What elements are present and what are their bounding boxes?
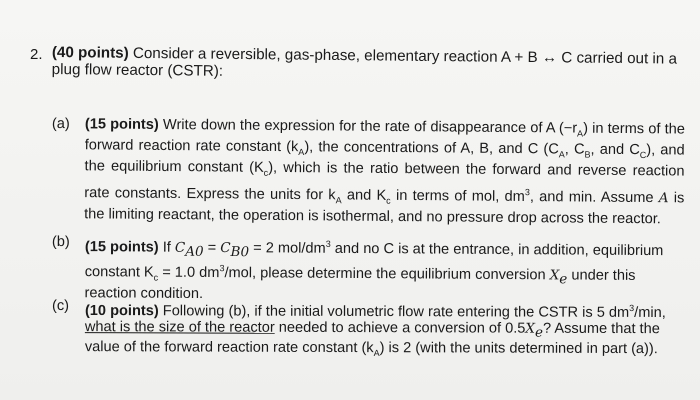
subscript-a: A <box>577 128 584 139</box>
part-c-points: (10 points) <box>84 302 159 320</box>
part-a-points: (15 points) <box>84 116 159 133</box>
math-xe-sub: e <box>534 324 544 341</box>
part-a-text-1: Write down the expression for the rate of disappearance of A (−r <box>158 116 578 137</box>
question-intro <box>52 44 688 85</box>
superscript-3: 3 <box>524 186 530 197</box>
math-xe-sub: e <box>559 271 568 288</box>
part-a <box>51 116 692 227</box>
part-b-label: (b) <box>51 234 70 251</box>
subscript-a: A <box>298 147 305 158</box>
subscript-c: C <box>639 150 647 161</box>
part-c-text-1: Following (b), if the initial volumetric flow rate entering the CSTR is 5 dm <box>158 303 630 321</box>
superscript-3: 3 <box>219 263 225 274</box>
question-intro-text: Consider a reversible, gas-phase, elementary reaction A + B ↔ C carried out in a plug flow reactor (CSTR): <box>51 44 678 80</box>
part-c-text-4: ? Assume that the value of the forward reaction rate constant (k <box>84 320 660 357</box>
part-a-text-11: is the limiting reactant, the operation is isothermal, and no pressure drop across the reactor. <box>84 189 685 227</box>
part-b <box>51 234 692 303</box>
subscript-c-lower: c <box>386 195 391 206</box>
part-b-text-2: = 2 mol/dm <box>249 240 326 257</box>
part-b-text-3: and no C is at the entrance, in addition, equilibrium constant K <box>84 240 664 281</box>
superscript-3: 3 <box>325 238 331 249</box>
part-b-text-5: /mol, please determine the equilibrium conversion <box>224 265 550 284</box>
math-cb0-sub: B0 <box>230 244 250 261</box>
part-b-text <box>85 234 689 306</box>
part-a-text-9: in terms of mol, dm <box>390 187 525 205</box>
superscript-3: 3 <box>629 303 635 314</box>
part-b-text-6: under this reaction condition. <box>84 267 636 303</box>
part-a-text-4: , C <box>564 141 585 158</box>
part-a-text-3: ), the concentrations of A, B, and C (C <box>304 139 559 158</box>
question-points: (40 points) <box>51 44 129 62</box>
question-number: 2. <box>30 46 43 63</box>
math-equals: = <box>203 239 221 257</box>
math-cb0: C <box>220 240 231 257</box>
math-ca0: C <box>174 239 186 256</box>
part-c-text <box>85 298 689 363</box>
subscript-c-lower: c <box>263 168 269 179</box>
underlined-question: what is the size of the reactor <box>84 319 275 336</box>
math-xe: X <box>525 320 536 337</box>
part-a-text-7: ), which is the ratio between the forward and reverse reaction rate constants. Express the units for k <box>84 160 685 203</box>
part-c-label: (c) <box>51 298 70 315</box>
italic-a: A <box>658 189 669 206</box>
part-b-text-1: If <box>158 239 175 256</box>
part-a-text <box>84 116 685 227</box>
part-a-text-8: and K <box>341 186 387 204</box>
math-xe: X <box>549 267 560 284</box>
part-c-text-2: /min, <box>634 304 666 322</box>
subscript-c-lower: c <box>153 272 159 283</box>
subscript-b: B <box>584 149 591 160</box>
part-a-text-5: , and C <box>590 141 640 159</box>
part-c-text-3: needed to achieve a conversion of 0.5 <box>274 319 526 337</box>
part-b-points: (15 points) <box>84 239 159 256</box>
subscript-a: A <box>335 194 342 205</box>
part-a-label: (a) <box>51 116 70 133</box>
part-c-text-5: ) is 2 (with the units determined in part (a)). <box>379 340 658 358</box>
part-a-text-10: , and min. Assume <box>529 188 659 206</box>
part-a-text-2: ) in terms of the forward reaction rate constant (k <box>84 120 685 156</box>
part-b-text-4: = 1.0 dm <box>158 264 220 282</box>
subscript-a: A <box>558 149 565 160</box>
subscript-a: A <box>373 348 380 359</box>
part-a-text-6: ), and the equilibrium constant (K <box>84 142 685 177</box>
math-ca0-sub: A0 <box>185 243 204 260</box>
